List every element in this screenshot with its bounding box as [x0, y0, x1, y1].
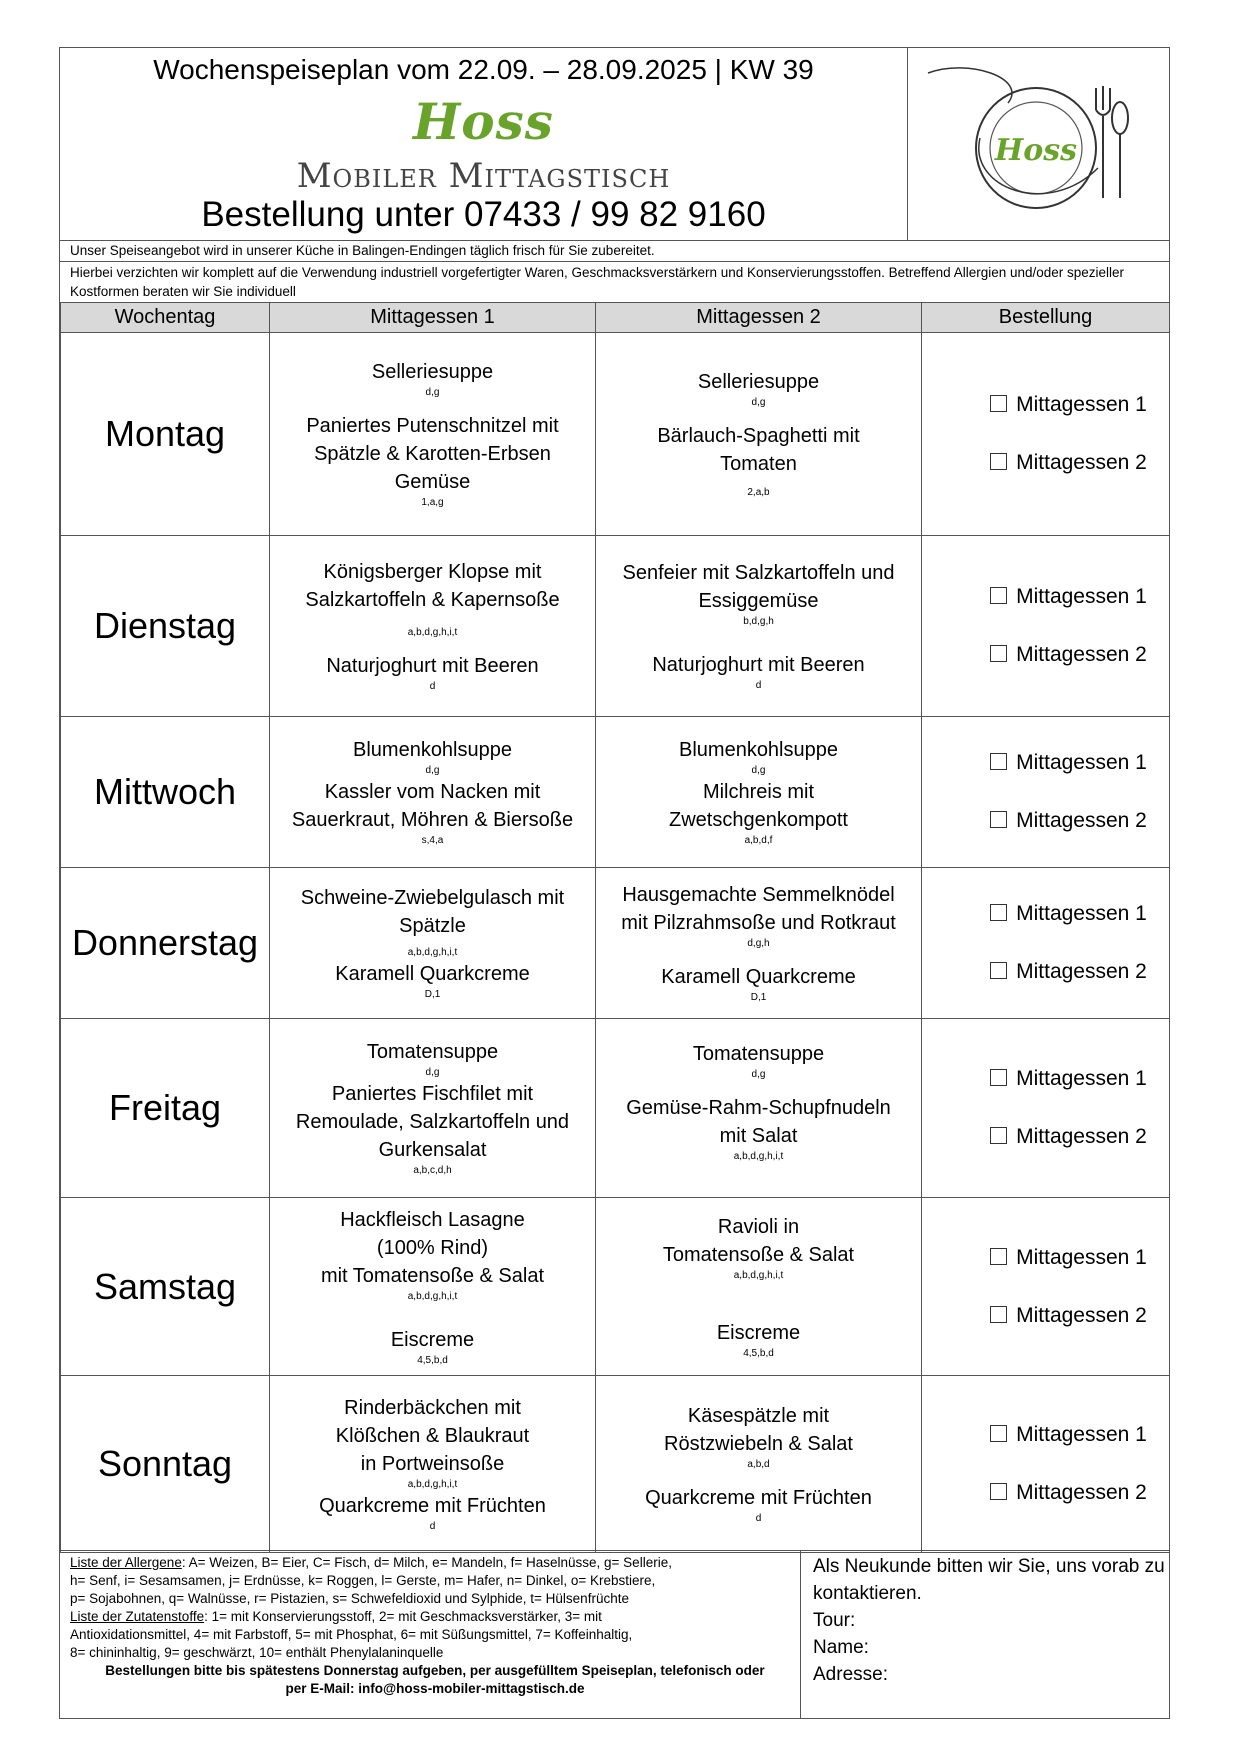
checkbox[interactable]	[990, 962, 1007, 979]
table-row	[61, 717, 1170, 868]
dish-line: (100% Rind)	[376, 1236, 489, 1259]
dish-line: Gemüse-Rahm-Schupfnudeln	[626, 1097, 891, 1119]
table-row	[61, 1376, 1170, 1553]
col-header-meal2: Mittagessen 2	[596, 303, 922, 333]
order-option-meal1[interactable]: Mittagessen 1	[968, 1406, 1169, 1464]
menu-page	[59, 47, 1170, 1719]
meal2-cell	[596, 1019, 922, 1198]
meal1-cell	[270, 333, 596, 536]
soup: Blumenkohlsuppe	[353, 739, 512, 761]
dessert: Karamell Quarkcreme	[335, 963, 530, 985]
allergens: a,b,d,g,h,i,t	[733, 1151, 784, 1162]
dish-line: mit Pilzrahmsoße und Rotkraut	[621, 912, 896, 934]
order-note-email: per E-Mail: info@hoss-mobiler-mittagstisch.de	[285, 1681, 585, 1696]
header	[60, 48, 1169, 241]
checkbox[interactable]	[990, 753, 1007, 770]
order-option-meal1[interactable]: Mittagessen 1	[968, 376, 1169, 434]
allergens: a,b,d,g,h,i,t	[407, 1290, 458, 1302]
order-cell	[922, 536, 1170, 717]
order-option-meal1[interactable]: Mittagessen 1	[968, 1229, 1169, 1287]
dessert: Quarkcreme mit Früchten	[319, 1495, 546, 1517]
meal2-cell	[596, 536, 922, 717]
allergen-legend	[60, 1551, 801, 1719]
dessert: Quarkcreme mit Früchten	[645, 1487, 872, 1509]
info-line-2: Hierbei verzichten wir komplett auf die Verwendung industriell vorgefertigter Waren, Geschmacksverstärkern und Konservierungsstoffen. Betreffend Allergien und/oder spezieller Kostformen beraten wir Sie individuell	[70, 265, 1125, 299]
name-field[interactable]: Name:	[813, 1637, 869, 1658]
allergens: d,g	[751, 397, 766, 408]
dish-line: Klößchen & Blaukraut	[335, 1425, 530, 1447]
allergen-heading: Liste der Allergene	[70, 1555, 182, 1570]
order-option-meal2[interactable]: Mittagessen 2	[968, 943, 1169, 1001]
meal2-cell	[596, 1198, 922, 1376]
checkbox[interactable]	[990, 395, 1007, 412]
allergens: 4,5,b,d	[743, 1347, 774, 1359]
dish-line: Remoulade, Salzkartoffeln und	[295, 1111, 570, 1133]
order-option-meal2[interactable]: Mittagessen 2	[968, 1287, 1169, 1345]
allergens: d,g	[425, 1067, 440, 1078]
order-cell	[922, 1376, 1170, 1553]
menu-header-row	[61, 303, 1170, 333]
dish-line: Zwetschgenkompott	[669, 809, 848, 831]
additive-text: Antioxidationsmittel, 4= mit Farbstoff, 5= mit Phosphat, 6= mit Süßungsmittel, 7= Koffeinhaltig,	[70, 1627, 633, 1642]
col-header-weekday: Wochentag	[61, 303, 270, 333]
order-option-meal2[interactable]: Mittagessen 2	[968, 434, 1169, 492]
dish-line: Gemüse	[394, 471, 471, 493]
allergens: d,g,h	[747, 938, 770, 949]
checkbox[interactable]	[990, 1069, 1007, 1086]
soup: Selleriesuppe	[697, 371, 820, 393]
checkbox[interactable]	[990, 1127, 1007, 1144]
checkbox[interactable]	[990, 811, 1007, 828]
table-row	[61, 536, 1170, 717]
meal1-cell	[270, 536, 596, 717]
day-name: Mittwoch	[61, 717, 270, 868]
dessert: Eiscreme	[716, 1321, 801, 1344]
order-option-meal2[interactable]: Mittagessen 2	[968, 1464, 1169, 1522]
dish-line: Ravioli in	[717, 1215, 800, 1238]
dish-line: Schweine-Zwiebelgulasch mit	[300, 887, 565, 909]
checkbox[interactable]	[990, 1425, 1007, 1442]
additive-text: 8= chininhaltig, 9= geschwärzt, 10= enthält Phenylalaninquelle	[70, 1645, 444, 1660]
allergens: a,b,d,f	[744, 835, 773, 846]
meal2-cell	[596, 333, 922, 536]
checkbox[interactable]	[990, 453, 1007, 470]
allergens: a,b,d,g,h,i,t	[733, 1269, 784, 1281]
day-name: Sonntag	[61, 1376, 270, 1553]
dish-line: Tomatensoße & Salat	[662, 1243, 855, 1266]
allergens: a,b,d,g,h,i,t	[407, 1479, 458, 1490]
order-cell	[922, 1198, 1170, 1376]
allergens: a,b,d,g,h,i,t	[407, 947, 458, 958]
checkbox[interactable]	[990, 1483, 1007, 1500]
tour-field[interactable]: Tour:	[813, 1610, 856, 1631]
soup: Tomatensuppe	[692, 1043, 825, 1065]
dish-line: Tomaten	[720, 453, 797, 475]
order-option-meal2[interactable]: Mittagessen 2	[968, 1108, 1169, 1166]
dish-line: Königsberger Klopse mit	[323, 561, 542, 583]
checkbox[interactable]	[990, 904, 1007, 921]
dish-line: Milchreis mit	[702, 781, 815, 803]
dish-line: mit Salat	[719, 1125, 798, 1147]
dish-line: Essiggemüse	[698, 590, 819, 612]
brand-logo-script: Hoss	[413, 92, 554, 151]
order-cell	[922, 333, 1170, 536]
allergen-text: p= Sojabohnen, q= Walnüsse, r= Pistazien, s= Schwefeldioxid und Sylphide, t= Hülsenfrüchte	[70, 1591, 629, 1606]
footer	[60, 1550, 1169, 1719]
allergen-text: : A= Weizen, B= Eier, C= Fisch, d= Milch, e= Mandeln, f= Haselnüsse, g= Sellerie,	[181, 1555, 672, 1570]
day-name: Montag	[61, 333, 270, 536]
phone-line: Bestellung unter 07433 / 99 82 9160	[201, 195, 766, 234]
dish-line: in Portweinsoße	[360, 1453, 505, 1475]
meal1-cell	[270, 717, 596, 868]
soup: Tomatensuppe	[366, 1041, 499, 1063]
dessert: Eiscreme	[390, 1328, 475, 1351]
header-text-block	[60, 48, 908, 240]
additive-text: : 1= mit Konservierungsstoff, 2= mit Geschmacksverstärker, 3= mit	[204, 1609, 602, 1624]
dish-line: Salzkartoffeln & Kapernsoße	[305, 589, 560, 611]
meal1-cell	[270, 1376, 596, 1553]
plate-cutlery-icon	[908, 48, 1169, 240]
allergens: d	[429, 1521, 436, 1532]
allergens: 2,a,b	[747, 487, 770, 498]
dessert: Naturjoghurt mit Beeren	[326, 655, 539, 677]
col-header-meal1: Mittagessen 1	[270, 303, 596, 333]
table-row	[61, 1019, 1170, 1198]
dish-line: Kassler vom Nacken mit	[324, 781, 541, 803]
allergens: D,1	[424, 989, 441, 1000]
allergens: 1,a,g	[421, 497, 444, 508]
order-cell	[922, 1019, 1170, 1198]
dish-line: Bärlauch-Spaghetti mit	[657, 425, 860, 447]
day-name: Samstag	[61, 1198, 270, 1376]
dish-line: Spätzle & Karotten-Erbsen	[314, 443, 551, 465]
meal1-cell	[270, 1019, 596, 1198]
order-option-meal1[interactable]: Mittagessen 1	[968, 568, 1169, 626]
dish-line: Gurkensalat	[378, 1139, 487, 1161]
allergens: d,g	[425, 765, 440, 776]
info-line-1: Unser Speiseangebot wird in unserer Küche in Balingen-Endingen täglich frisch für Sie zubereitet.	[60, 241, 1169, 262]
meal2-cell	[596, 1376, 922, 1553]
page-title: Wochenspeiseplan vom 22.09. – 28.09.2025 | KW 39	[153, 54, 814, 85]
dish-line: Rinderbäckchen mit	[344, 1397, 521, 1419]
meal1-cell	[270, 868, 596, 1019]
checkbox[interactable]	[990, 645, 1007, 662]
dish-line: Hackfleisch Lasagne	[340, 1208, 525, 1231]
order-note: Bestellungen bitte bis spätestens Donnerstag aufgeben, per ausgefülltem Speiseplan, telefonisch oder	[105, 1663, 765, 1678]
allergens: a,b,c,d,h	[413, 1165, 452, 1176]
table-row	[61, 1198, 1170, 1376]
order-cell	[922, 868, 1170, 1019]
col-header-order: Bestellung	[922, 303, 1170, 333]
allergen-text: h= Senf, i= Sesamsamen, j= Erdnüsse, k= Roggen, l= Gerste, m= Hafer, n= Dinkel, o= Krebstiere,	[70, 1573, 656, 1588]
meal1-cell	[270, 1198, 596, 1376]
dish-line: Senfeier mit Salzkartoffeln und	[622, 562, 895, 584]
allergens: b,d,g,h	[743, 616, 774, 627]
new-customer-note: Als Neukunde bitten wir Sie, uns vorab zu kontaktieren.	[813, 1556, 1165, 1604]
day-name: Freitag	[61, 1019, 270, 1198]
order-option-meal1[interactable]: Mittagessen 1	[968, 734, 1169, 792]
address-field[interactable]: Adresse:	[813, 1664, 888, 1685]
dish-line: Spätzle	[399, 915, 466, 937]
brand-subtitle: Mobiler Mittagstisch	[296, 156, 671, 196]
table-row	[61, 333, 1170, 536]
allergens: d,g	[751, 765, 766, 776]
dish-line: Sauerkraut, Möhren & Biersoße	[291, 809, 574, 831]
allergens: d,g	[425, 387, 440, 398]
dessert: Karamell Quarkcreme	[661, 966, 856, 988]
dish-line: Paniertes Fischfilet mit	[331, 1083, 534, 1105]
allergens: a,b,d,g,h,i,t	[407, 627, 458, 638]
additive-heading: Liste der Zutatenstoffe	[70, 1609, 205, 1624]
dish-line: Röstzwiebeln & Salat	[664, 1433, 853, 1455]
order-option-meal1[interactable]: Mittagessen 1	[968, 1050, 1169, 1108]
allergens: d,g	[751, 1069, 766, 1080]
meal2-cell	[596, 717, 922, 868]
dish-line: Paniertes Putenschnitzel mit	[306, 415, 559, 437]
order-option-meal1[interactable]: Mittagessen 1	[968, 885, 1169, 943]
day-name: Donnerstag	[61, 868, 270, 1019]
plate-logo	[908, 48, 1169, 240]
day-name: Dienstag	[61, 536, 270, 717]
order-cell	[922, 717, 1170, 868]
soup: Selleriesuppe	[371, 361, 494, 383]
checkbox[interactable]	[990, 1306, 1007, 1323]
checkbox[interactable]	[990, 1248, 1007, 1265]
menu-table	[60, 302, 1170, 1553]
dish-line: Käsespätzle mit	[687, 1405, 830, 1427]
dessert: Naturjoghurt mit Beeren	[652, 654, 865, 676]
allergens: a,b,d	[747, 1459, 770, 1470]
order-option-meal2[interactable]: Mittagessen 2	[968, 792, 1169, 850]
allergens: 4,5,b,d	[417, 1354, 448, 1366]
checkbox[interactable]	[990, 587, 1007, 604]
dish-line: mit Tomatensoße & Salat	[320, 1264, 545, 1287]
allergens: D,1	[750, 992, 767, 1003]
table-row	[61, 868, 1170, 1019]
customer-form	[802, 1551, 1169, 1719]
soup: Blumenkohlsuppe	[679, 739, 838, 761]
logo-text: Hoss	[994, 133, 1078, 168]
allergens: d	[429, 681, 436, 692]
order-option-meal2[interactable]: Mittagessen 2	[968, 626, 1169, 684]
dish-line: Hausgemachte Semmelknödel	[622, 884, 895, 906]
allergens: d	[755, 1513, 762, 1524]
allergens: s,4,a	[421, 835, 444, 846]
meal2-cell	[596, 868, 922, 1019]
allergens: d	[755, 680, 762, 691]
